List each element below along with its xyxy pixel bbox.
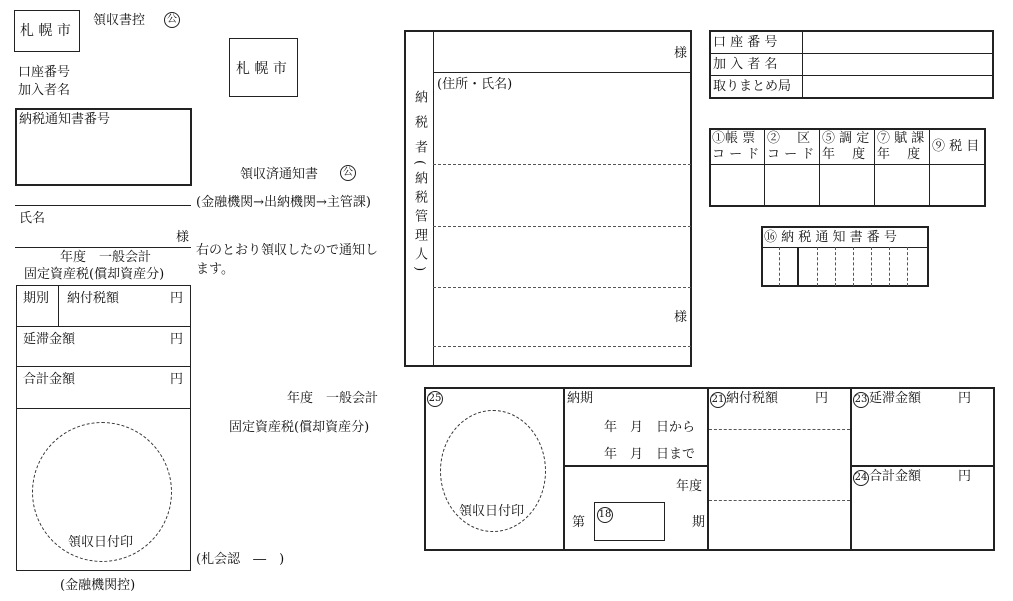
account-row-line-2 bbox=[710, 75, 993, 76]
delinquent-header bbox=[853, 392, 921, 408]
tax-amount-label-left: 納付税額 bbox=[67, 291, 120, 306]
code-c4-top: ⑦ 賦 課 bbox=[877, 131, 925, 146]
code-c2-bottom: コ ー ド bbox=[767, 147, 815, 162]
notice-no-header-line bbox=[762, 247, 928, 248]
code-c1-bottom: コ ー ド bbox=[712, 147, 760, 162]
address-label: (住所・氏名) bbox=[437, 77, 513, 92]
due-label: 納期 bbox=[567, 391, 594, 406]
approval-text: (札会認 ― ) bbox=[196, 552, 285, 567]
public-mark-middle bbox=[340, 165, 356, 181]
city-label-left: 札 幌 市 bbox=[20, 23, 71, 39]
notice-title: 領収済通知書 bbox=[240, 167, 319, 182]
code-col-1 bbox=[764, 129, 765, 206]
num18-text: 18 bbox=[597, 507, 613, 523]
notice-no-dash-5 bbox=[871, 247, 872, 286]
name-top-line bbox=[15, 205, 191, 206]
receipt-copy-title: 領収書控 bbox=[93, 13, 146, 28]
public-mark-left-text: 公 bbox=[164, 12, 180, 28]
code-c4-bottom: 年 度 bbox=[877, 147, 921, 162]
to-label: 年 月 日まで bbox=[604, 447, 696, 462]
yen-2: 円 bbox=[170, 332, 184, 347]
tax-amount-header bbox=[710, 392, 778, 408]
num25-mark bbox=[427, 391, 443, 407]
taxpayer-dash-3 bbox=[433, 287, 691, 288]
from-label: 年 月 日から bbox=[604, 420, 696, 435]
code-col-4 bbox=[929, 129, 930, 206]
account-row-3: 取りまとめ局 bbox=[713, 79, 792, 94]
num24-text: 24 bbox=[853, 470, 869, 486]
notice-no-dash-2 bbox=[817, 247, 818, 286]
code-c2-top: ② 区 bbox=[767, 131, 811, 146]
taxpayer-sama-2: 様 bbox=[674, 310, 688, 325]
fiscal-label-left: 年度 一般会計 bbox=[60, 250, 152, 265]
tax-amount-label-bottom: 納付税額 bbox=[726, 391, 779, 406]
row-line-3 bbox=[16, 408, 191, 409]
total-label-bottom: 合計金額 bbox=[869, 469, 922, 484]
num18-mark bbox=[597, 507, 613, 523]
stamp-label-bottom: 領収日付印 bbox=[459, 504, 525, 519]
notice-no-dash-7 bbox=[907, 247, 908, 286]
account-table-divider bbox=[802, 31, 803, 98]
account-number-label: 口座番号 bbox=[18, 65, 71, 80]
period-divider bbox=[58, 285, 59, 326]
account-row-2: 加 入 者 名 bbox=[713, 57, 778, 72]
taxpayer-side-label-2: (納税管理人) bbox=[412, 160, 427, 278]
code-c3-bottom: 年 度 bbox=[822, 147, 866, 162]
yen-1: 円 bbox=[170, 291, 184, 306]
bottom-mid-line-a bbox=[564, 465, 707, 467]
yen-bottom-3: 円 bbox=[958, 469, 972, 484]
public-mark-middle-text: 公 bbox=[340, 165, 356, 181]
year-label: 年度 bbox=[676, 479, 703, 494]
taxpayer-dash-4 bbox=[433, 346, 691, 347]
total-label-left: 合計金額 bbox=[23, 372, 76, 387]
account-row-line-1 bbox=[710, 53, 993, 54]
period-label: 期別 bbox=[23, 291, 50, 306]
code-col-2 bbox=[819, 129, 820, 206]
route-text: (金融機関→出納機関→主管課) bbox=[196, 195, 371, 210]
num21-text: 21 bbox=[710, 392, 726, 408]
notice-line-2: ます。 bbox=[196, 262, 234, 277]
bottom-col-2 bbox=[707, 388, 709, 550]
tax-name-middle: 固定資産税(償却資産分) bbox=[229, 420, 370, 435]
taxpayer-dash-2 bbox=[433, 226, 691, 227]
delinquent-label-left: 延滞金額 bbox=[23, 332, 76, 347]
taxpayer-side-divider bbox=[433, 31, 434, 366]
tax-name-left: 固定資産税(償却資産分) bbox=[24, 267, 165, 282]
name-sama: 様 bbox=[176, 230, 190, 245]
notice-no-dash-3 bbox=[835, 247, 836, 286]
yen-3: 円 bbox=[170, 372, 184, 387]
taxpayer-dash-1 bbox=[433, 164, 691, 165]
subscriber-label: 加入者名 bbox=[18, 83, 71, 98]
notice-no-dash-6 bbox=[889, 247, 890, 286]
delinquent-label-bottom: 延滞金額 bbox=[869, 391, 922, 406]
notice-no-dash-4 bbox=[853, 247, 854, 286]
city-label-middle: 札 幌 市 bbox=[236, 61, 287, 77]
notice-number-label: 納税通知書番号 bbox=[19, 112, 111, 127]
taxpayer-line-1 bbox=[433, 72, 691, 73]
yen-bottom-1: 円 bbox=[815, 391, 829, 406]
row-line-2 bbox=[16, 366, 191, 367]
notice-no-dash-1 bbox=[779, 247, 780, 286]
code-col-3 bbox=[874, 129, 875, 206]
total-header bbox=[853, 470, 921, 486]
bottom-mid-line-b bbox=[851, 465, 994, 467]
code-header-line bbox=[710, 164, 985, 165]
stamp-label-left: 領収日付印 bbox=[68, 535, 134, 550]
bottom-col-3 bbox=[850, 388, 852, 550]
name-bottom-line bbox=[15, 247, 191, 248]
bottom-col-1 bbox=[563, 388, 565, 550]
taxpayer-side-label-1: 納税者 bbox=[412, 90, 427, 165]
bank-copy-label: (金融機関控) bbox=[60, 578, 136, 593]
name-label: 氏名 bbox=[19, 211, 46, 226]
num23-text: 23 bbox=[853, 392, 869, 408]
notice-no-bold-sep bbox=[797, 247, 799, 286]
bottom-dash-1 bbox=[709, 429, 850, 430]
code-c3-top: ⑤ 調 定 bbox=[822, 131, 870, 146]
code-c5: ⑨ 税 目 bbox=[932, 139, 980, 154]
public-mark-left bbox=[164, 12, 180, 28]
ki-label: 期 bbox=[692, 515, 706, 530]
yen-bottom-2: 円 bbox=[958, 391, 972, 406]
taxpayer-sama-1: 様 bbox=[674, 46, 688, 61]
row-line-1 bbox=[16, 326, 191, 327]
dai-label: 第 bbox=[572, 515, 586, 530]
notice-no-title: ⑯ 納 税 通 知 書 番 号 bbox=[764, 230, 897, 245]
num25-text: 25 bbox=[427, 391, 443, 407]
notice-line-1: 右のとおり領収したので通知し bbox=[196, 243, 379, 258]
bottom-dash-2 bbox=[709, 500, 850, 501]
fiscal-label-middle: 年度 一般会計 bbox=[287, 391, 379, 406]
code-c1-top: ①帳 票 bbox=[712, 131, 756, 146]
account-row-1: 口 座 番 号 bbox=[713, 35, 778, 50]
